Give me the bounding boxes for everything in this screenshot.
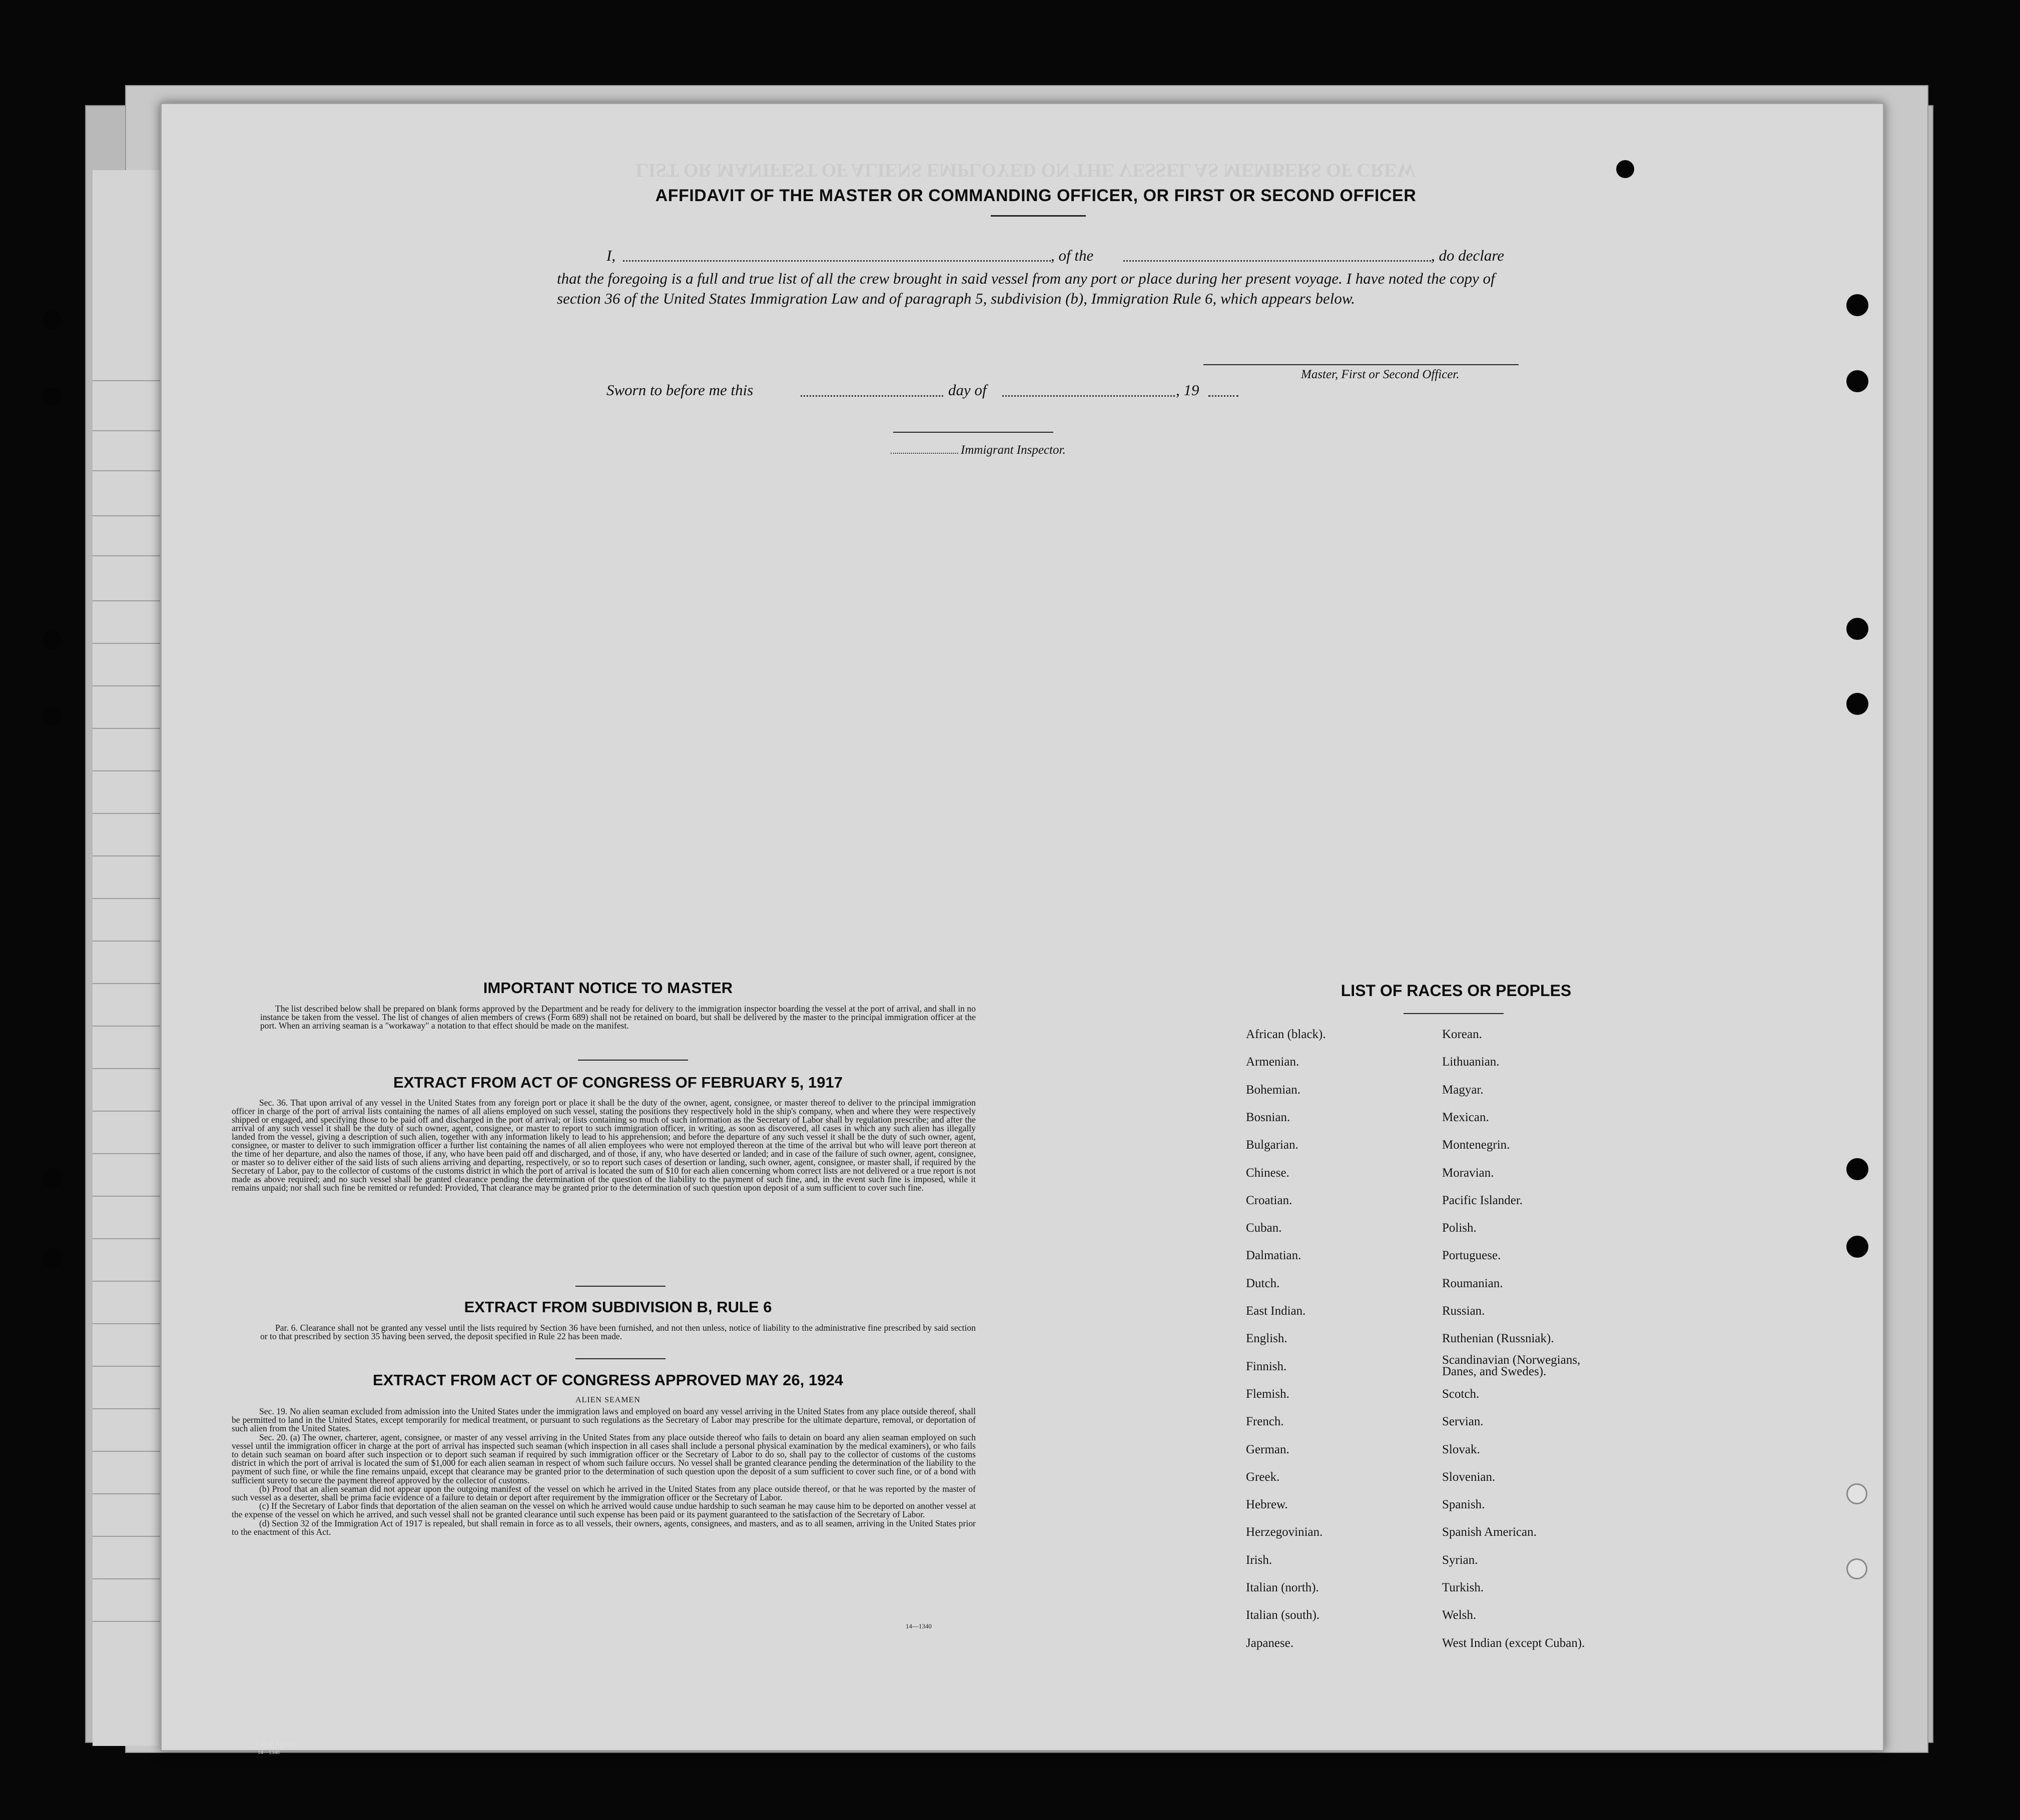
binder-hole [1846,1158,1868,1180]
race-item: African (black). [1246,1028,1326,1041]
extract-1924-title: EXTRACT FROM ACT OF CONGRESS APPROVED MAY 26, 1924 [373,1371,843,1389]
race-item: Greek. [1246,1470,1280,1484]
sec-20a-paragraph: Sec. 20. (a) The owner, charterer, agent, consignee, or master of any vessel arriving in the United States from any place outside thereof who fails to detain on board any alien seaman employed on such vessel until the immigration officer in charge at the port of arrival has inspected such seaman (which inspection in all cases shall include a personal physical examination by the medical examiners), or who fails to detain such seaman on board after such inspection or to deport such seaman if required by such immigration officer or the Secretary of Labor to do so, shall pay to the collector of customs of the customs district in which the port of arrival is located the sum of $1,000 for each alien seaman in respect of whom such failure occurs. No vessel shall be granted clearance pending the determination of the liability to the payment of such fine, or while the fine remains unpaid, except that clearance may be granted prior to the determination of such question upon the deposit of a sum sufficient to cover such fine, or of a bond with sufficient surety to secure the payment thereof approved by the collector of customs. [232,1432,976,1485]
section-36-paragraph: Sec. 36. That upon arrival of any vessel in the United States from any foreign port or place it shall be the duty of the owner, agent, consignee, or master thereof to deliver to the principal immigration officer in charge of the port of arrival lists containing the names of all aliens employed on such vessel, stating the positions they respectively hold in the ship's company, when and where they were respectively shipped or engaged, and specifying those to be paid off and discharged in the port of arrival; or lists containing so much of such information as the Secretary of Labor shall by regulation prescribe; and after the arrival of any such vessel it shall be the duty of such owner, agent, consignee, or master to report to such immigration officer, in writing, as soon as discovered, all cases in which any such alien has illegally landed from the vessel, giving a description of such alien, together with any information likely to lead to his apprehension; and before the departure of any such vessel it shall be the duty of such owner, agent, consignee, or master to deliver to such immigration officer a further list containing the names of all alien employees who were not employed thereon at the time of the arrival but who will leave port thereon at the time of her departure, and also the names of those, if any, who have been paid off and discharged, and of those, if any, who have deserted or landed; and in case of the failure of such owner, agent, consignee, or master so to deliver either of the said lists of such aliens arriving and departing, respectively, or so to report such cases of desertion or landing, such owner, agent, consignee, or master shall, if required by the Secretary of Labor, pay to the collector of customs of the customs district in which the port of arrival is located the sum of $10 for each alien concerning whom correct lists are not delivered or a true report is not made as above required; and no such vessel shall be granted clearance pending the determination of the question of the liability to the payment of such fine, and, in the event such fine is imposed, while it remains unpaid; nor shall such fine be remitted or refunded: Provided, That clearance may be granted prior to the determination of such question upon deposit of a sum sufficient to cover such fine. [232,1098,976,1193]
race-item: Chinese. [1246,1166,1289,1180]
extract-1917-text [232,1099,976,1192]
race-item: Scotch. [1442,1387,1480,1401]
sworn-month-field[interactable] [1002,395,1175,397]
binder-hole [43,1248,62,1267]
races-title: LIST OF RACES OR PEOPLES [1340,982,1572,1000]
race-item: Pacific Islander. [1442,1193,1523,1207]
race-item: Armenian. [1246,1055,1299,1069]
race-item: Turkish. [1442,1581,1484,1594]
binder-hole [1846,370,1868,392]
race-item: Bosnian. [1246,1110,1290,1124]
sec-19-paragraph: Sec. 19. No alien seaman excluded from admission into the United States under the immigration laws and employed on board any vessel arriving in the United States from any place outside thereof, shall be permitted to land in the United States, except temporarily for medical treatment, or pursuant to such regulations as the Secretary of Labor may prescribe for the ultimate departure, removal, or deportation of such alien from the United States. [232,1406,976,1434]
form-number: 14—1340 [906,1622,932,1630]
binder-hole [1846,1236,1868,1258]
race-item: Hebrew. [1246,1498,1288,1512]
inspector-lead [891,453,958,454]
race-item: Cuban. [1246,1221,1282,1235]
binder-hole [43,630,62,649]
race-item: Finnish. [1246,1359,1287,1373]
binder-hole [43,708,62,727]
day-of-label: day of [948,381,987,399]
sec-20d-paragraph: (d) Section 32 of the Immigration Act of 1917 is repealed, but shall remain in force as to all vessels, their owners, agents, consignees, and masters, and as to all seamen, arriving in the United States prior to the enactment of this Act. [232,1518,976,1537]
race-item: West Indian (except Cuban). [1442,1636,1585,1650]
race-item: Slovak. [1442,1442,1480,1456]
paragraph-6: Par. 6. Clearance shall not be granted any vessel until the lists required by Section 36 have been furnished, and not then unless, notice of liability to the administrative fine prescribed by said section or to that prescribed by section 35 having been served, the deposit specified in Rule 22 has been made. [260,1323,976,1342]
affidavit-title: AFFIDAVIT OF THE MASTER OR COMMANDING OFFICER, OR FIRST OR SECOND OFFICER [655,186,1417,205]
race-item: Italian (south). [1246,1608,1320,1622]
binder-hole [1846,693,1868,715]
notice-title: IMPORTANT NOTICE TO MASTER [483,979,733,997]
sworn-label: Sworn to before me this [606,381,754,399]
binder-hole [1846,294,1868,316]
race-item: Herzegovinian. [1246,1525,1323,1539]
race-item: Lithuanian. [1442,1055,1500,1069]
master-signature-label: Master, First or Second Officer. [1301,368,1460,381]
race-item: French. [1246,1415,1284,1429]
inspector-label: Immigrant Inspector. [961,443,1066,457]
race-item: Italian (north). [1246,1581,1319,1594]
binder-hole [1616,160,1634,178]
extract-1924-text [232,1407,976,1536]
race-item: Scandinavian (Norwegians, Danes, and Swedes). [1442,1353,1581,1378]
extract-rule6-title: EXTRACT FROM SUBDIVISION B, RULE 6 [464,1298,772,1316]
local-agents-label: Local Agents [255,1740,297,1748]
race-item: Irish. [1246,1553,1272,1567]
race-item: Ruthenian (Russniak). [1442,1332,1554,1346]
race-item: Servian. [1442,1415,1484,1429]
race-item: Montenegrin. [1442,1138,1510,1152]
race-item: Moravian. [1442,1166,1494,1180]
race-item: Portuguese. [1442,1249,1501,1263]
race-item: Bohemian. [1246,1083,1301,1097]
footer-form-number: 14—1340 [258,1749,280,1755]
race-item: Flemish. [1246,1387,1289,1401]
race-item: Russian. [1442,1304,1485,1318]
race-item: English. [1246,1332,1287,1346]
race-item: Bulgarian. [1246,1138,1298,1152]
race-item: Welsh. [1442,1608,1477,1622]
master-signature-line [1203,364,1519,365]
extract-rule6-text [260,1324,976,1341]
race-item: Syrian. [1442,1553,1478,1567]
affidavit-declare-label: , do declare [1431,247,1505,264]
affidavit-i-label: I, [606,247,616,264]
notice-text [260,1005,976,1031]
race-item: Spanish American. [1442,1525,1537,1539]
inspector-signature-line [893,432,1053,433]
race-item: Slovenian. [1442,1470,1496,1484]
section-divider [575,1358,665,1359]
affidavit-body: that the foregoing is a full and true list of all the crew brought in said vessel from any port or place during her present voyage. I have noted the copy of section 36 of the United States Immigration Law and of paragraph 5, subdivision (b), Immigration Rule 6, which appears below. [557,270,1495,307]
binder-hole [43,1168,62,1187]
race-item: Spanish. [1442,1498,1485,1512]
sworn-day-field[interactable] [801,395,943,397]
sworn-year-field[interactable] [1208,395,1238,397]
race-item: Polish. [1442,1221,1477,1235]
sec-20b-paragraph: (b) Proof that an alien seaman did not appear upon the outgoing manifest of the vessel on which he arrived in the United States from any place outside thereof, or that he was reported by the master of such vessel as a deserter, shall be prima facie evidence of a failure to detain or deport after requirement by the immigration officer or the Secretary of Labor. [232,1483,976,1503]
race-item: Mexican. [1442,1110,1489,1124]
notice-paragraph: The list described below shall be prepared on blank forms approved by the Department and be ready for delivery to the immigration inspector boarding the vessel at the port of arrival, and shall in no instance be taken from the vessel. The list of changes of alien members of crews (Form 689) shall not be retained on board, but shall be delivered by the master to the principal immigration officer at the port. When an arriving seaman is a "workaway" a notation to that effect should be made on the manifest. [260,1004,976,1031]
year-label: , 19 [1176,381,1199,399]
race-item: Dutch. [1246,1276,1280,1290]
race-item: German. [1246,1442,1289,1456]
sec-20c-paragraph: (c) If the Secretary of Labor finds that deportation of the alien seaman on the vessel on which he arrived would cause undue hardship to such seaman he may cause him to be deported on another vessel at the expense of the vessel on which he arrived, and such vessel shall not be granted clearance until such expense has been paid or its payment guaranteed to the satisfaction of the Secretary of Labor. [232,1501,976,1520]
show-through-header: LIST OR MANIFEST OF ALIENS EMPLOYED ON THE VESSEL AS MEMBERS OF CREW [635,160,1416,181]
race-item: Korean. [1442,1028,1482,1041]
section-divider [578,1060,688,1061]
race-item: Japanese. [1246,1636,1294,1650]
binder-hole [43,388,62,407]
race-item: Croatian. [1246,1193,1292,1207]
vessel-field[interactable] [1123,260,1431,262]
name-field[interactable] [623,260,1051,262]
affidavit-of-the-label: , of the [1051,247,1094,264]
alien-seamen-subtitle: ALIEN SEAMEN [575,1396,640,1404]
title-underline [991,215,1086,217]
race-item: Magyar. [1442,1083,1484,1097]
section-divider [575,1286,665,1287]
race-item: Dalmatian. [1246,1249,1301,1263]
races-underline [1404,1013,1504,1014]
binder-hole [1846,1558,1867,1579]
binder-hole [1846,1483,1867,1504]
race-item: Roumanian. [1442,1276,1503,1290]
binder-hole [1846,618,1868,640]
extract-1917-title: EXTRACT FROM ACT OF CONGRESS OF FEBRUARY 5, 1917 [393,1074,843,1091]
binder-hole [43,310,62,329]
race-item: East Indian. [1246,1304,1306,1318]
